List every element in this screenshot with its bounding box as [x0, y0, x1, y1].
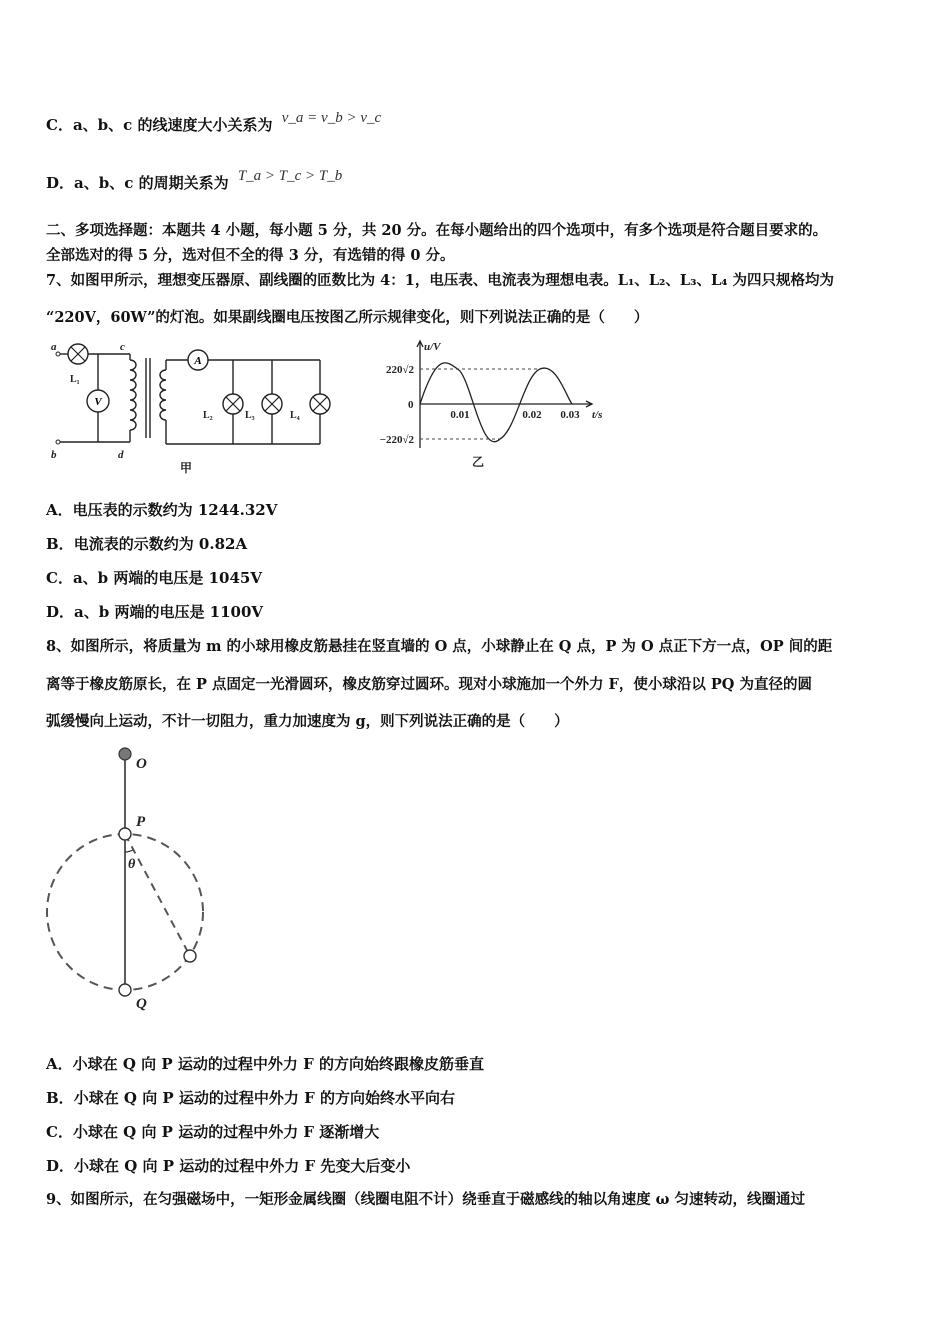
caption-jia: 甲 [180, 461, 193, 475]
ball-icon [184, 950, 196, 962]
label-theta: θ [128, 857, 136, 872]
label-l1: L₁ [70, 374, 80, 385]
q8-stem-line3: 弧缓慢向上运动，不计一切阻力，重力加速度为 g，则下列说法正确的是（ ） [46, 713, 569, 730]
q8-option-a: A．小球在 Q 向 P 运动的过程中外力 F 的方向始终跟橡皮筋垂直 [46, 1055, 484, 1073]
label-c: c [120, 341, 125, 353]
y-max-label: 220√2 [385, 364, 414, 376]
label-d: d [118, 449, 124, 461]
q7-stem-line1: 7、如图甲所示，理想变压器原、副线圈的匝数比为 4：1，电压表、电流表为理想电表。L₁、L₂、L₃、L₄ 为四只规格均为 [46, 272, 835, 289]
label-q: Q [136, 996, 147, 1012]
label-l2: L₂ [203, 410, 213, 421]
q7-option-b: B．电流表的示数约为 0.82A [46, 535, 248, 553]
q6-option-d-formula: T_a > T_c > T_b [237, 168, 343, 184]
q8-stem-line2: 离等于橡皮筋原长，在 P 点固定一光滑圆环，橡皮筋穿过圆环。现对小球施加一个外力 F，使小球沿以 PQ 为直径的圆 [46, 676, 812, 693]
q8-option-b: B．小球在 Q 向 P 运动的过程中外力 F 的方向始终水平向右 [46, 1089, 456, 1107]
q8-option-c: C．小球在 Q 向 P 运动的过程中外力 F 逐渐增大 [46, 1123, 380, 1141]
x-tick-label: 0.02 [522, 409, 542, 421]
point-q-icon [119, 984, 131, 996]
ammeter-label: A [194, 355, 202, 367]
label-p: P [136, 814, 146, 830]
q7-option-a: A．电压表的示数约为 1244.32V [46, 501, 278, 519]
q8-circle-figure [40, 740, 220, 1015]
x-tick-label: 0.01 [450, 409, 470, 421]
lamp-l1-icon [68, 344, 88, 364]
q7-option-d: D．a、b 两端的电压是 1100V [46, 603, 264, 621]
label-a: a [51, 341, 57, 353]
y-axis-label: u/V [424, 341, 441, 353]
ammeter-icon [188, 350, 208, 370]
section2-line1: 二、多项选择题：本题共 4 小题，每小题 5 分，共 20 分。在每小题给出的四个选项中，有多个选项是符合题目要求的。 [46, 222, 828, 239]
voltmeter-icon [87, 390, 109, 412]
voltmeter-label: V [94, 396, 102, 408]
label-b: b [51, 449, 57, 461]
ring-p-icon [119, 828, 131, 840]
point-o-icon [119, 748, 131, 760]
label-l4: L₄ [290, 410, 300, 421]
q8-stem-line1: 8、如图所示，将质量为 m 的小球用橡皮筋悬挂在竖直墙的 O 点，小球静止在 Q 点，P 为 O 点正下方一点，OP 间的距 [46, 638, 833, 655]
q6-option-c: C．a、b、c 的线速度大小关系为 v_a = v_b > v_c [46, 110, 382, 134]
lamp-l3-icon [262, 394, 282, 414]
q6-option-c-formula: v_a = v_b > v_c [281, 110, 382, 126]
q7-stem-line2: “220V，60W”的灯泡。如果副线圈电压按图乙所示规律变化，则下列说法正确的是（ ） [46, 309, 649, 326]
q7-voltage-graph [360, 336, 620, 471]
section2-line2: 全部选对的得 5 分，选对但不全的得 3 分，有选错的得 0 分。 [46, 247, 455, 264]
q8-option-d: D．小球在 Q 向 P 运动的过程中外力 F 先变大后变小 [46, 1157, 411, 1175]
caption-yi: 乙 [472, 455, 485, 469]
q7-option-c: C．a、b 两端的电压是 1045V [46, 569, 262, 587]
y-min-label: −220√2 [379, 434, 414, 446]
label-o: O [136, 756, 147, 772]
x-tick-label: 0.03 [560, 409, 580, 421]
lamp-l4-icon [310, 394, 330, 414]
label-l3: L₃ [245, 410, 255, 421]
origin-label: 0 [408, 399, 414, 411]
x-axis-label: t/s [592, 409, 603, 421]
lamp-l2-icon [223, 394, 243, 414]
q7-circuit-diagram [40, 338, 340, 478]
q6-option-d: D．a、b、c 的周期关系为 T_a > T_c > T_b [46, 168, 343, 192]
q9-stem-line1: 9、如图所示，在匀强磁场中，一矩形金属线圈（线圈电阻不计）绕垂直于磁感线的轴以角速度 ω 匀速转动，线圈通过 [46, 1191, 805, 1208]
